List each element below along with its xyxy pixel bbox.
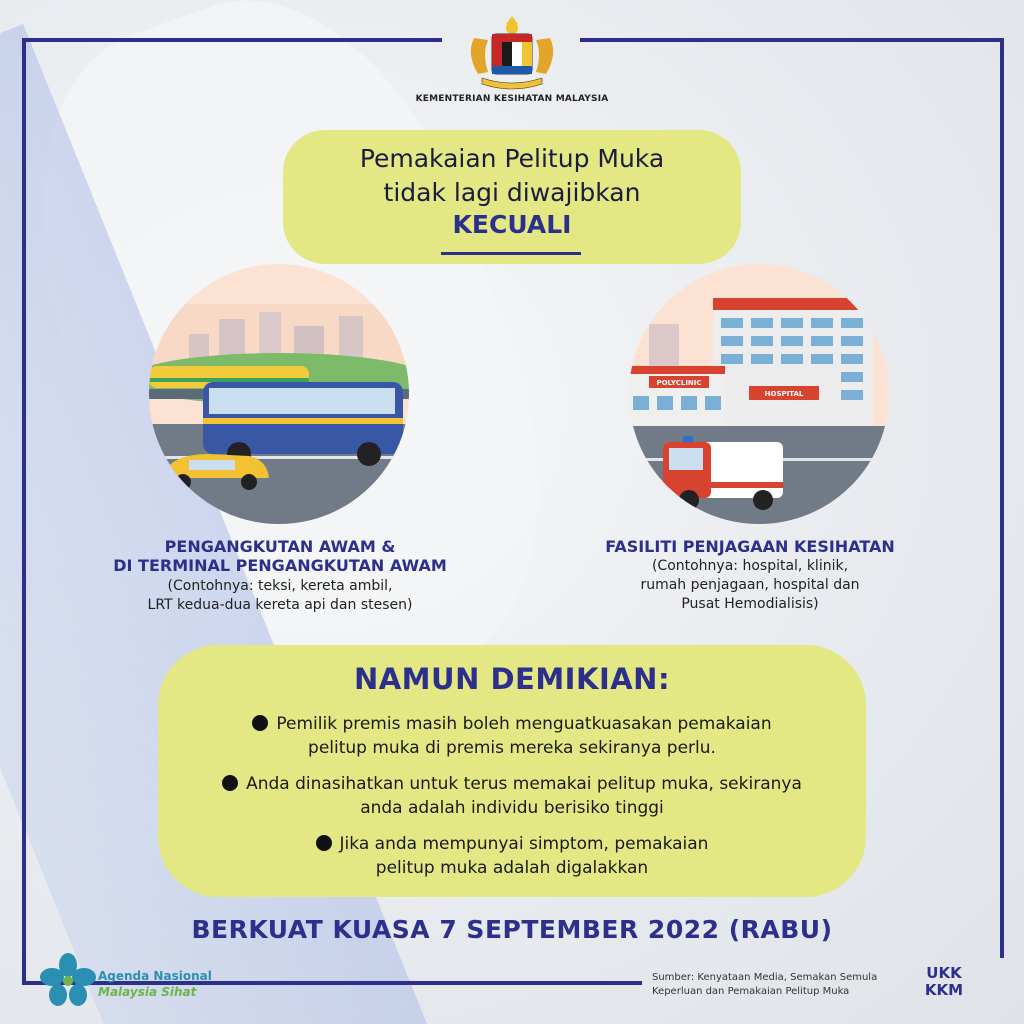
bullet-2-line-2: anda adalah individu berisiko tinggi: [360, 798, 664, 818]
category-transport-sub-2: LRT kedua-dua kereta api dan stesen): [147, 597, 413, 613]
coat-of-arms-logo: [462, 14, 562, 92]
category-health-heading: FASILITI PENJAGAAN KESIHATAN: [605, 537, 895, 556]
ukk-kkm-logo: [918, 965, 970, 1003]
bullet-1-line-1: [158, 712, 866, 736]
bullet-dot: [316, 835, 332, 851]
namun-title: NAMUN DEMIKIAN:: [353, 662, 671, 696]
category-health-sub-3: Pusat Hemodialisis): [681, 596, 819, 612]
ukk-text: UKK: [926, 964, 962, 982]
frame-top-right: [580, 38, 1004, 42]
frame-right: [1000, 38, 1004, 958]
ministry-name: KEMENTERIAN KESIHATAN MALAYSIA: [415, 94, 609, 104]
hospital-illustration: [629, 264, 889, 524]
bullet-2-line-1: [158, 772, 866, 796]
agenda-text-1: Agenda Nasional: [98, 969, 212, 983]
title-box: [283, 130, 741, 264]
hospital-sign: HOSPITAL: [764, 390, 804, 398]
bullet-2-text-1: Anda dinasihatkan untuk terus memakai pelitup muka, sekiranya: [246, 774, 802, 794]
agenda-text-2: Malaysia Sihat: [98, 985, 197, 999]
category-transport-sub-1: (Contohnya: teksi, kereta ambil,: [167, 578, 393, 594]
category-transport-heading-2: DI TERMINAL PENGANGKUTAN AWAM: [113, 556, 447, 575]
category-health-sub-2: rumah penjagaan, hospital dan: [640, 577, 860, 593]
bullet-1-line-2: pelitup muka di premis mereka sekiranya perlu.: [308, 738, 716, 758]
bullet-1-text-1: Pemilik premis masih boleh menguatkuasakan pemakaian: [276, 714, 772, 734]
bullet-3-line-2: pelitup muka adalah digalakkan: [375, 858, 649, 878]
transport-illustration: [149, 264, 409, 524]
frame-left: [22, 38, 26, 984]
effective-date: BERKUAT KUASA 7 SEPTEMBER 2022 (RABU): [191, 915, 833, 944]
bullet-3-line-1: [158, 832, 866, 856]
category-health-sub-1: (Contohnya: hospital, klinik,: [651, 558, 849, 574]
bullet-3-text-1: Jika anda mempunyai simptom, pemakaian: [339, 834, 709, 854]
title-underline: [441, 252, 581, 255]
category-transport-heading-1: PENGANGKUTAN AWAM &: [164, 537, 396, 556]
polyclinic-sign: POLYCLINIC: [656, 379, 702, 387]
title-emphasis: KECUALI: [452, 210, 572, 239]
title-line-1: Pemakaian Pelitup Muka: [359, 144, 665, 173]
kkm-text: KKM: [924, 981, 964, 999]
bullet-dot: [222, 775, 238, 791]
source-note: Sumber: Kenyataan Media, Semakan Semula Keperluan dan Pemakaian Pelitup Muka: [652, 972, 878, 997]
bullet-dot: [252, 715, 268, 731]
title-line-2: tidak lagi diwajibkan: [383, 178, 641, 207]
frame-top-left: [22, 38, 442, 42]
